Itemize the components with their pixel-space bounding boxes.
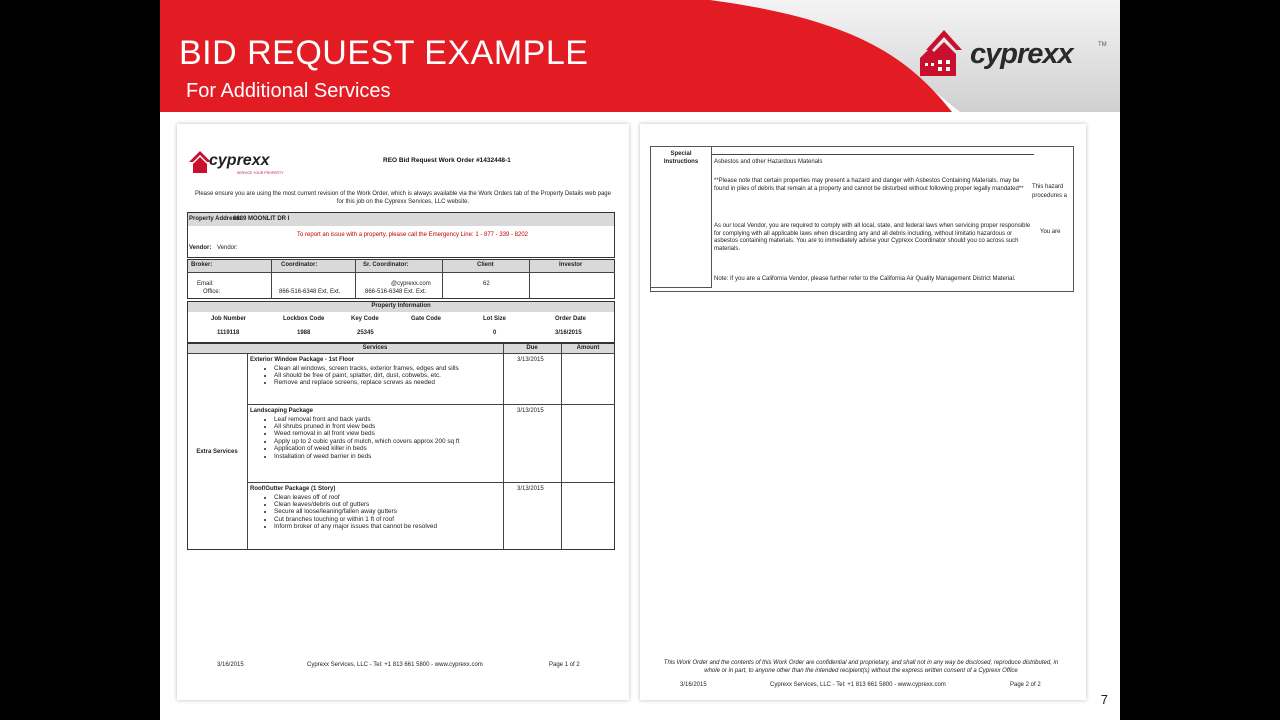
cyprexx-logo [918, 28, 1108, 80]
service-item: • Inform broker of any major issues that cannot be resolved [274, 523, 500, 530]
service-landscaping-package [250, 408, 500, 460]
property-value-lockbox: 1988 [297, 330, 311, 336]
service-item: • Secure all loose/leaning/fallen away gutters [274, 508, 500, 515]
email-label: Email: [197, 281, 214, 287]
page1-logo-text: cyprexx [209, 152, 270, 169]
property-value-orderdate: 3/16/2015 [555, 330, 582, 336]
work-order-heading: REO Bid Request Work Order #1432448-1 [383, 157, 511, 164]
client-value: 62 [483, 281, 490, 287]
service-item: • Clean leaves off of roof [274, 494, 500, 501]
service-item: • Remove and replace screens, replace screws as needed [274, 379, 500, 386]
sr-coordinator-phone: 866-516-6348 Ext. Ext. [365, 289, 427, 295]
services-header: Services [362, 345, 388, 351]
service-item: • Leaf removal front and back yards [274, 416, 500, 423]
page1-logo [187, 150, 297, 180]
contact-header-broker: Broker: [191, 262, 213, 268]
logo-wordmark: cyprexx [970, 38, 1073, 70]
hazard-title: Asbestos and other Hazardous Materials [714, 159, 823, 165]
page1-logo-tagline: SERVICE YOUR PROPERTY [237, 171, 284, 175]
document-page-1 [177, 124, 629, 700]
overflow-text: procedures a [1032, 193, 1068, 199]
contact-header-sr-coordinator: Sr. Coordinator: [363, 262, 409, 268]
slide-page-number: 7 [1100, 692, 1108, 707]
property-address-value: 6889 MOONLIT DR I [233, 216, 290, 222]
page1-footer-company: Cyprexx Services, LLC - Tel: +1 813 661 5800 - www.cyprexx.com [307, 662, 483, 668]
property-value-job: 1119118 [217, 330, 240, 336]
contact-header-client: Client [477, 262, 494, 268]
special-instructions-label: Special Instructions [663, 151, 699, 165]
document-page-2 [640, 124, 1086, 700]
service-item: • Installation of weed barrier in beds [274, 453, 500, 460]
service-title: Roof/Gutter Package (1 Story) [250, 486, 336, 492]
page2-footer-date: 3/16/2015 [680, 682, 707, 688]
page2-footer-company: Cyprexx Services, LLC - Tel: +1 813 661 5800 - www.cyprexx.com [770, 682, 946, 688]
property-value-keycode: 25345 [357, 330, 374, 336]
property-value-lotsize: 0 [493, 330, 497, 336]
vendor-label: Vendor: [189, 245, 212, 251]
vendor-value: Vendor: [217, 245, 238, 251]
service-item: • All shrubs pruned in front view beds [274, 423, 500, 430]
service-item: • Cut branches touching or within 1 ft of roof [274, 516, 500, 523]
service-due: 3/13/2015 [517, 357, 544, 363]
service-title: Landscaping Package [250, 408, 314, 414]
service-roof-gutter-package [250, 486, 500, 531]
service-item: • Weed removal in all front view beds [274, 430, 500, 437]
service-item: • Apply up to 2 cubic yards of mulch, which covers approx 200 sq ft [274, 438, 500, 445]
property-header-orderdate: Order Date [555, 316, 587, 322]
service-due: 3/13/2015 [517, 486, 544, 492]
coordinator-phone: 866-516-6348 Ext. Ext. [279, 289, 341, 295]
amount-header: Amount [576, 345, 600, 351]
service-window-package [250, 357, 500, 387]
overflow-text: You are [1040, 229, 1061, 235]
service-due: 3/13/2015 [517, 408, 544, 414]
due-header: Due [526, 345, 538, 351]
service-title: Exterior Window Package - 1st Floor [250, 357, 354, 363]
extra-services-label: Extra Services [196, 449, 238, 455]
property-header-keycode: Key Code [351, 316, 379, 322]
hazard-paragraph-3: Note: If you are a California Vendor, please further refer to the California Air Quality Management District Material. [714, 276, 1016, 282]
property-info-title: Property Information [371, 303, 431, 309]
property-header-job: Job Number [211, 316, 247, 322]
work-order-intro: Please ensure you are using the most current revision of the Work Order, which is always available via the Work Orders tab of the Property Details web page for this job on the Cyprexx Services, LLC website. [195, 191, 611, 205]
service-item: • Clean all windows, screen tracks, exterior frames, edges and sills [274, 365, 500, 372]
slide-title: BID REQUEST EXAMPLE [179, 34, 589, 72]
issue-notice: To report an issue with a property, please call the Emergency Line: 1 - 877 - 339 - 8202 [297, 232, 529, 238]
logo-trademark: TM [1098, 42, 1107, 48]
slide-subtitle: For Additional Services [186, 80, 391, 102]
contact-header-coordinator: Coordinator: [281, 262, 318, 268]
overflow-text: This hazard [1032, 184, 1064, 190]
property-header-lockbox: Lockbox Code [283, 316, 325, 322]
property-address-label: Property Address: [189, 216, 242, 222]
slide [160, 0, 1120, 720]
service-item: • Application of weed killer in beds [274, 445, 500, 452]
contact-header-investor: Investor [559, 262, 583, 268]
hazard-paragraph-2: As our local Vendor, you are required to comply with all local, state, and federal laws when servicing proper responsible for complying with all applicable laws when discarding any and all debris including, without limitatio hazardous or asbestos containing materials. You are to immediately advise your Cyprexx Coordinator should you co across such materials. [714, 223, 1031, 252]
sr-coordinator-email: @cyprexx.com [391, 281, 431, 287]
hazard-paragraph-1: **Please note that certain properties may present a hazard and danger with Asbestos Containing Materials. may be found in piles of debris that remain at a property and cannot be disturbed without following proper legally mandated** [714, 178, 1024, 192]
logo-house-icon [918, 28, 970, 80]
property-header-gatecode: Gate Code [411, 316, 442, 322]
office-label: Office: [203, 289, 221, 295]
page1-footer-page: Page 1 of 2 [549, 662, 580, 668]
page2-footer-page: Page 2 of 2 [1010, 682, 1041, 688]
page1-footer-date: 3/16/2015 [217, 662, 244, 668]
confidentiality-notice: This Work Order and the contents of this Work Order are confidential and proprietary, and shall not in any way be disclosed, reproduce distributed, in whole or in part, to anyone other than the intended recipient(s) without the express written consent of a Cyprexx Office [663, 660, 1059, 674]
service-item: • All should be free of paint, splatter, dirt, dust, cobwebs, etc. [274, 372, 500, 379]
service-item: • Clean leaves/debris out of gutters [274, 501, 500, 508]
property-header-lotsize: Lot Size [483, 316, 507, 322]
